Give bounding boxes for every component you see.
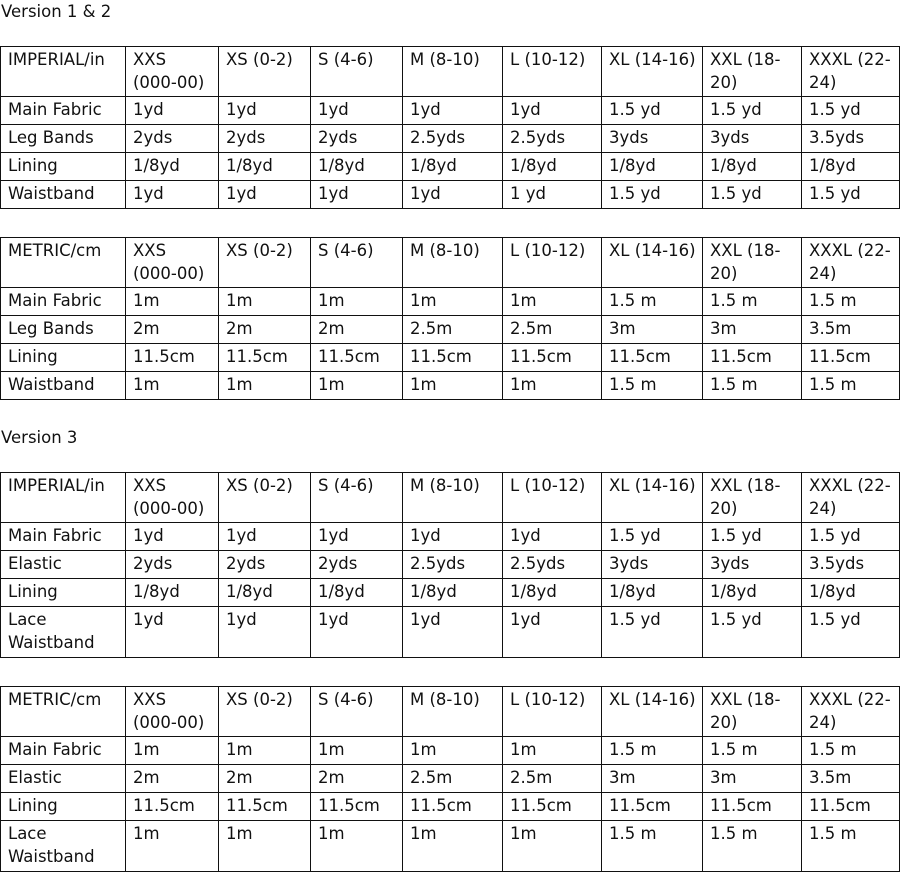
unit-header-cell: METRIC/cm <box>1 687 126 737</box>
table-row <box>1 551 900 579</box>
amount-cell: 1.5 m <box>703 372 802 400</box>
size-header-cell: L (10-12) <box>503 238 602 288</box>
amount-cell: 3yds <box>703 551 802 579</box>
amount-cell: 1m <box>126 737 219 765</box>
row-label-cell: Leg Bands <box>1 316 126 344</box>
amount-cell: 1m <box>219 821 311 872</box>
amount-cell: 1/8yd <box>403 153 503 181</box>
amount-cell: 1yd <box>311 97 403 125</box>
amount-cell: 1yd <box>126 523 219 551</box>
amount-cell: 2.5m <box>403 765 503 793</box>
amount-cell: 1yd <box>219 607 311 658</box>
amount-cell: 3yds <box>602 125 703 153</box>
amount-cell: 3.5yds <box>802 125 900 153</box>
amount-cell: 1.5 yd <box>802 181 900 209</box>
amount-cell: 11.5cm <box>802 793 900 821</box>
amount-cell: 1.5 m <box>802 372 900 400</box>
amount-cell: 11.5cm <box>403 344 503 372</box>
amount-cell: 1.5 m <box>602 288 703 316</box>
amount-cell: 1/8yd <box>602 153 703 181</box>
amount-cell: 1.5 yd <box>703 607 802 658</box>
size-header-cell: XS (0-2) <box>219 47 311 97</box>
row-label-cell: Main Fabric <box>1 737 126 765</box>
table-row <box>1 579 900 607</box>
size-header-cell: XXL (18-20) <box>703 47 802 97</box>
amount-cell: 1.5 yd <box>802 97 900 125</box>
amount-cell: 3.5m <box>802 316 900 344</box>
row-label-cell: Main Fabric <box>1 97 126 125</box>
amount-cell: 1.5 m <box>602 737 703 765</box>
amount-cell: 11.5cm <box>219 793 311 821</box>
amount-cell: 11.5cm <box>602 793 703 821</box>
amount-cell: 11.5cm <box>602 344 703 372</box>
amount-cell: 1m <box>311 288 403 316</box>
amount-cell: 2m <box>126 765 219 793</box>
amount-cell: 3m <box>602 765 703 793</box>
fabric-table <box>0 472 900 658</box>
amount-cell: 1yd <box>403 181 503 209</box>
size-header-cell: XL (14-16) <box>602 47 703 97</box>
size-header-cell: XXXL (22-24) <box>802 47 900 97</box>
size-header-cell: XL (14-16) <box>602 473 703 523</box>
amount-cell: 1.5 yd <box>703 181 802 209</box>
amount-cell: 2yds <box>311 551 403 579</box>
amount-cell: 3yds <box>602 551 703 579</box>
size-header-cell: M (8-10) <box>403 473 503 523</box>
amount-cell: 1yd <box>503 523 602 551</box>
size-header-cell: XS (0-2) <box>219 687 311 737</box>
fabric-table <box>0 686 900 872</box>
amount-cell: 1m <box>403 288 503 316</box>
amount-cell: 1/8yd <box>311 579 403 607</box>
size-header-cell: XXS (000-00) <box>126 47 219 97</box>
amount-cell: 1m <box>311 372 403 400</box>
table-row <box>1 765 900 793</box>
amount-cell: 1m <box>311 737 403 765</box>
size-header-cell: XXXL (22-24) <box>802 687 900 737</box>
size-header-cell: S (4-6) <box>311 473 403 523</box>
amount-cell: 1m <box>126 821 219 872</box>
size-header-cell: M (8-10) <box>403 47 503 97</box>
table-row <box>1 316 900 344</box>
size-header-cell: XXS (000-00) <box>126 238 219 288</box>
amount-cell: 1/8yd <box>403 579 503 607</box>
amount-cell: 1m <box>503 737 602 765</box>
amount-cell: 3m <box>703 765 802 793</box>
amount-cell: 11.5cm <box>802 344 900 372</box>
size-header-cell: S (4-6) <box>311 238 403 288</box>
amount-cell: 1m <box>503 372 602 400</box>
amount-cell: 1.5 yd <box>802 607 900 658</box>
amount-cell: 2m <box>219 316 311 344</box>
amount-cell: 1yd <box>311 607 403 658</box>
section-title: Version 3 <box>1 428 78 447</box>
amount-cell: 11.5cm <box>703 344 802 372</box>
row-label-cell: Waistband <box>1 372 126 400</box>
size-header-cell: M (8-10) <box>403 238 503 288</box>
size-header-cell: L (10-12) <box>503 687 602 737</box>
row-label-cell: Main Fabric <box>1 523 126 551</box>
table-row <box>1 125 900 153</box>
size-header-cell: L (10-12) <box>503 473 602 523</box>
amount-cell: 3yds <box>703 125 802 153</box>
amount-cell: 11.5cm <box>126 344 219 372</box>
unit-header-cell: METRIC/cm <box>1 238 126 288</box>
amount-cell: 11.5cm <box>703 793 802 821</box>
amount-cell: 1yd <box>219 97 311 125</box>
amount-cell: 11.5cm <box>126 793 219 821</box>
row-label-cell: Lining <box>1 344 126 372</box>
amount-cell: 1.5 m <box>802 821 900 872</box>
amount-cell: 1yd <box>219 181 311 209</box>
table-row <box>1 523 900 551</box>
size-header-cell: M (8-10) <box>403 687 503 737</box>
amount-cell: 1yd <box>503 97 602 125</box>
amount-cell: 2yds <box>219 551 311 579</box>
amount-cell: 1m <box>126 288 219 316</box>
header-row <box>1 473 900 523</box>
table-row <box>1 153 900 181</box>
size-header-cell: S (4-6) <box>311 47 403 97</box>
amount-cell: 1.5 yd <box>602 607 703 658</box>
amount-cell: 1 yd <box>503 181 602 209</box>
amount-cell: 1/8yd <box>703 153 802 181</box>
row-label-cell: Lining <box>1 793 126 821</box>
table-row <box>1 821 900 872</box>
table-row <box>1 737 900 765</box>
table-row <box>1 793 900 821</box>
row-label-cell: Lining <box>1 579 126 607</box>
amount-cell: 1yd <box>311 181 403 209</box>
fabric-table <box>0 46 900 209</box>
amount-cell: 11.5cm <box>311 344 403 372</box>
amount-cell: 2.5m <box>503 316 602 344</box>
amount-cell: 11.5cm <box>503 793 602 821</box>
table-row <box>1 344 900 372</box>
size-header-cell: XXL (18-20) <box>703 473 802 523</box>
amount-cell: 1/8yd <box>126 579 219 607</box>
row-label-cell: Leg Bands <box>1 125 126 153</box>
amount-cell: 1m <box>403 372 503 400</box>
amount-cell: 1.5 m <box>703 737 802 765</box>
amount-cell: 1yd <box>126 607 219 658</box>
row-label-cell: Elastic <box>1 765 126 793</box>
amount-cell: 2yds <box>126 125 219 153</box>
amount-cell: 1/8yd <box>503 579 602 607</box>
amount-cell: 1.5 m <box>703 821 802 872</box>
header-row <box>1 47 900 97</box>
amount-cell: 1.5 m <box>602 372 703 400</box>
amount-cell: 3m <box>703 316 802 344</box>
amount-cell: 1.5 m <box>802 737 900 765</box>
amount-cell: 1.5 m <box>602 821 703 872</box>
amount-cell: 1.5 yd <box>602 523 703 551</box>
amount-cell: 1/8yd <box>503 153 602 181</box>
row-label-cell: Lace Waistband <box>1 821 126 872</box>
amount-cell: 2.5m <box>503 765 602 793</box>
amount-cell: 1yd <box>126 181 219 209</box>
amount-cell: 1.5 yd <box>802 523 900 551</box>
size-header-cell: XXL (18-20) <box>703 687 802 737</box>
amount-cell: 2m <box>311 316 403 344</box>
amount-cell: 3.5m <box>802 765 900 793</box>
amount-cell: 1/8yd <box>802 579 900 607</box>
amount-cell: 1m <box>403 821 503 872</box>
amount-cell: 1/8yd <box>126 153 219 181</box>
amount-cell: 1.5 yd <box>703 523 802 551</box>
amount-cell: 2yds <box>219 125 311 153</box>
amount-cell: 2.5m <box>403 316 503 344</box>
amount-cell: 11.5cm <box>311 793 403 821</box>
amount-cell: 1yd <box>503 607 602 658</box>
amount-cell: 1m <box>219 372 311 400</box>
amount-cell: 1/8yd <box>802 153 900 181</box>
amount-cell: 1yd <box>311 523 403 551</box>
amount-cell: 1/8yd <box>311 153 403 181</box>
amount-cell: 1m <box>219 288 311 316</box>
amount-cell: 2yds <box>311 125 403 153</box>
header-row <box>1 238 900 288</box>
size-header-cell: XXS (000-00) <box>126 687 219 737</box>
size-header-cell: XXL (18-20) <box>703 238 802 288</box>
amount-cell: 1/8yd <box>703 579 802 607</box>
row-label-cell: Lining <box>1 153 126 181</box>
size-header-cell: XXS (000-00) <box>126 473 219 523</box>
size-header-cell: XXXL (22-24) <box>802 473 900 523</box>
amount-cell: 3.5yds <box>802 551 900 579</box>
amount-cell: 2m <box>219 765 311 793</box>
amount-cell: 1yd <box>126 97 219 125</box>
amount-cell: 11.5cm <box>503 344 602 372</box>
fabric-table <box>0 237 900 400</box>
row-label-cell: Lace Waistband <box>1 607 126 658</box>
size-header-cell: S (4-6) <box>311 687 403 737</box>
amount-cell: 1.5 yd <box>602 181 703 209</box>
size-header-cell: L (10-12) <box>503 47 602 97</box>
amount-cell: 1yd <box>403 523 503 551</box>
size-header-cell: XS (0-2) <box>219 238 311 288</box>
table-row <box>1 607 900 658</box>
amount-cell: 1m <box>126 372 219 400</box>
amount-cell: 11.5cm <box>219 344 311 372</box>
size-header-cell: XL (14-16) <box>602 687 703 737</box>
amount-cell: 1m <box>503 288 602 316</box>
size-header-cell: XL (14-16) <box>602 238 703 288</box>
amount-cell: 1yd <box>219 523 311 551</box>
amount-cell: 1m <box>503 821 602 872</box>
table-row <box>1 372 900 400</box>
amount-cell: 2.5yds <box>403 551 503 579</box>
unit-header-cell: IMPERIAL/in <box>1 473 126 523</box>
amount-cell: 3m <box>602 316 703 344</box>
amount-cell: 2yds <box>126 551 219 579</box>
size-header-cell: XS (0-2) <box>219 473 311 523</box>
amount-cell: 2.5yds <box>503 125 602 153</box>
size-header-cell: XXXL (22-24) <box>802 238 900 288</box>
row-label-cell: Main Fabric <box>1 288 126 316</box>
amount-cell: 1yd <box>403 97 503 125</box>
amount-cell: 1.5 yd <box>602 97 703 125</box>
amount-cell: 1/8yd <box>219 153 311 181</box>
amount-cell: 1m <box>311 821 403 872</box>
table-row <box>1 181 900 209</box>
amount-cell: 1/8yd <box>219 579 311 607</box>
amount-cell: 1m <box>403 737 503 765</box>
amount-cell: 1.5 m <box>802 288 900 316</box>
row-label-cell: Elastic <box>1 551 126 579</box>
amount-cell: 1.5 m <box>703 288 802 316</box>
amount-cell: 2.5yds <box>503 551 602 579</box>
table-row <box>1 97 900 125</box>
amount-cell: 1.5 yd <box>703 97 802 125</box>
amount-cell: 2m <box>311 765 403 793</box>
row-label-cell: Waistband <box>1 181 126 209</box>
header-row <box>1 687 900 737</box>
amount-cell: 1/8yd <box>602 579 703 607</box>
amount-cell: 2m <box>126 316 219 344</box>
unit-header-cell: IMPERIAL/in <box>1 47 126 97</box>
amount-cell: 11.5cm <box>403 793 503 821</box>
amount-cell: 1m <box>219 737 311 765</box>
table-row <box>1 288 900 316</box>
section-title: Version 1 & 2 <box>1 2 112 21</box>
amount-cell: 2.5yds <box>403 125 503 153</box>
amount-cell: 1yd <box>403 607 503 658</box>
